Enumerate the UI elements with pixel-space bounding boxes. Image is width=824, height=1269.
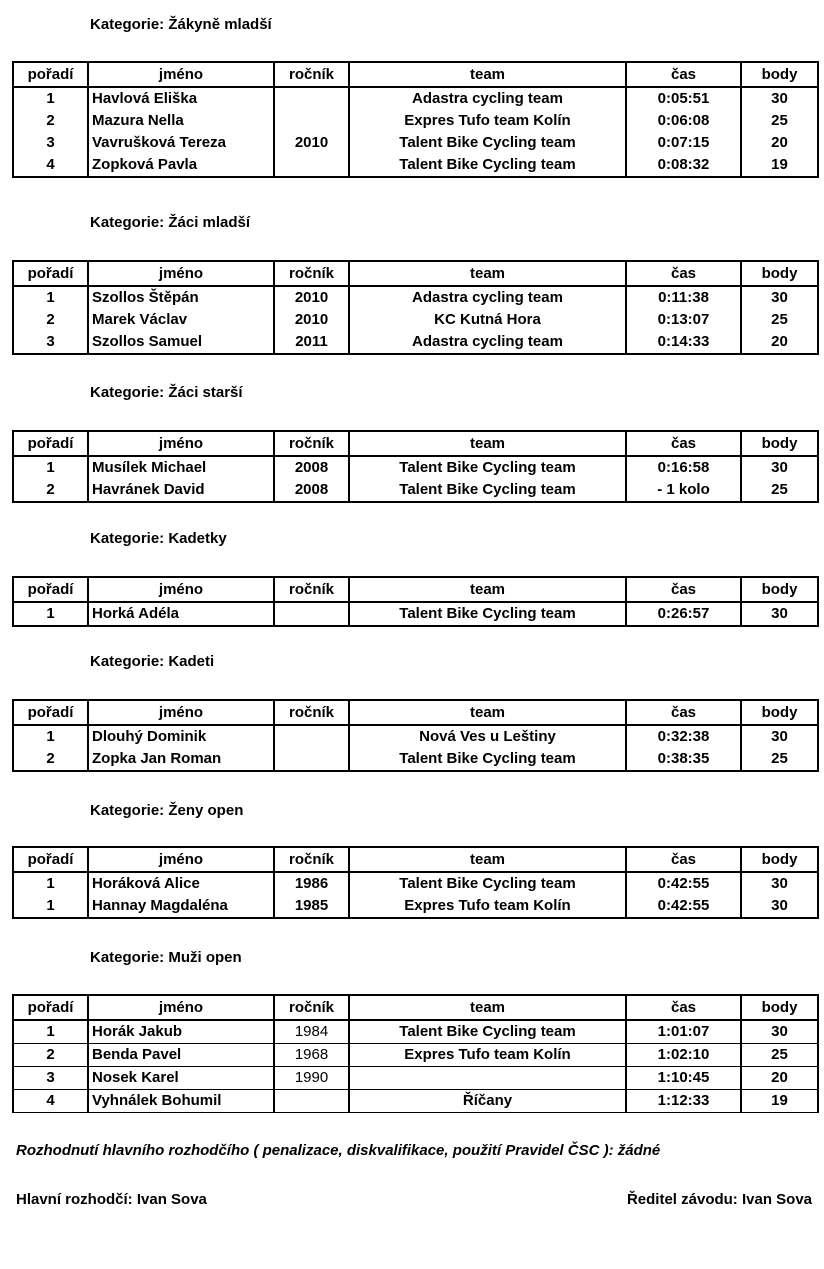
points-cell: 25 (741, 479, 818, 502)
points-cell: 30 (741, 1020, 818, 1044)
year-cell: 2008 (274, 456, 349, 479)
results-table (12, 846, 819, 919)
team-cell: KC Kutná Hora (349, 309, 626, 331)
column-header-team: team (349, 995, 626, 1020)
time-cell: 0:11:38 (626, 286, 741, 309)
results-table (12, 260, 819, 355)
results-table (12, 576, 819, 627)
rank-cell: 1 (13, 895, 88, 918)
points-cell: 30 (741, 602, 818, 626)
team-cell: Expres Tufo team Kolín (349, 1044, 626, 1067)
team-cell: Talent Bike Cycling team (349, 748, 626, 771)
name-cell: Havlová Eliška (88, 87, 274, 110)
time-cell: 0:42:55 (626, 895, 741, 918)
column-header-time: čas (626, 62, 741, 87)
column-header-name: jméno (88, 995, 274, 1020)
column-header-points: body (741, 700, 818, 725)
team-cell: Talent Bike Cycling team (349, 602, 626, 626)
table-header-row (13, 261, 818, 286)
column-header-team: team (349, 700, 626, 725)
time-cell: 0:16:58 (626, 456, 741, 479)
column-header-rank: pořadí (13, 261, 88, 286)
name-cell: Nosek Karel (88, 1067, 274, 1090)
table-row (13, 1044, 818, 1067)
points-cell: 30 (741, 895, 818, 918)
points-cell: 20 (741, 132, 818, 154)
table-header-row (13, 995, 818, 1020)
column-header-year: ročník (274, 700, 349, 725)
table-row (13, 1090, 818, 1113)
year-cell (274, 602, 349, 626)
race-director: Ředitel závodu: Ivan Sova (626, 1191, 812, 1208)
year-cell: 1985 (274, 895, 349, 918)
points-cell: 19 (741, 1090, 818, 1113)
category-title: Kategorie: Ženy open (90, 802, 244, 819)
time-cell: 0:08:32 (626, 154, 741, 177)
referee-decision: Rozhodnutí hlavního rozhodčího ( penalizace, diskvalifikace, použití Pravidel ČSC ): žádné (16, 1142, 661, 1159)
name-cell: Zopková Pavla (88, 154, 274, 177)
column-header-time: čas (626, 700, 741, 725)
time-cell: 0:38:35 (626, 748, 741, 771)
year-cell (274, 87, 349, 110)
table-row (13, 602, 818, 626)
table-row (13, 456, 818, 479)
team-cell: Adastra cycling team (349, 286, 626, 309)
points-cell: 30 (741, 87, 818, 110)
category-title: Kategorie: Žáci mladší (90, 214, 251, 231)
table-row (13, 87, 818, 110)
rank-cell: 1 (13, 725, 88, 748)
rank-cell: 4 (13, 154, 88, 177)
column-header-rank: pořadí (13, 431, 88, 456)
rank-cell: 1 (13, 1020, 88, 1044)
name-cell: Benda Pavel (88, 1044, 274, 1067)
column-header-year: ročník (274, 577, 349, 602)
column-header-time: čas (626, 995, 741, 1020)
column-header-name: jméno (88, 577, 274, 602)
results-table (12, 994, 819, 1113)
category-title: Kategorie: Kadeti (90, 653, 215, 670)
rank-cell: 2 (13, 309, 88, 331)
rank-cell: 1 (13, 286, 88, 309)
team-cell: Adastra cycling team (349, 331, 626, 354)
team-cell: Talent Bike Cycling team (349, 154, 626, 177)
table-header-row (13, 700, 818, 725)
column-header-points: body (741, 995, 818, 1020)
points-cell: 25 (741, 1044, 818, 1067)
table-row (13, 872, 818, 895)
time-cell: 0:14:33 (626, 331, 741, 354)
year-cell: 1990 (274, 1067, 349, 1090)
team-cell: Říčany (349, 1090, 626, 1113)
column-header-team: team (349, 261, 626, 286)
column-header-rank: pořadí (13, 62, 88, 87)
results-table (12, 430, 819, 503)
column-header-team: team (349, 847, 626, 872)
time-cell: 0:32:38 (626, 725, 741, 748)
year-cell: 2008 (274, 479, 349, 502)
column-header-rank: pořadí (13, 577, 88, 602)
name-cell: Hannay Magdaléna (88, 895, 274, 918)
rank-cell: 3 (13, 331, 88, 354)
table-row (13, 309, 818, 331)
column-header-rank: pořadí (13, 847, 88, 872)
time-cell: 0:07:15 (626, 132, 741, 154)
name-cell: Mazura Nella (88, 110, 274, 132)
points-cell: 25 (741, 110, 818, 132)
column-header-year: ročník (274, 995, 349, 1020)
name-cell: Havránek David (88, 479, 274, 502)
results-table (12, 699, 819, 772)
time-cell: 0:26:57 (626, 602, 741, 626)
points-cell: 25 (741, 309, 818, 331)
name-cell: Horák Jakub (88, 1020, 274, 1044)
time-cell: 1:02:10 (626, 1044, 741, 1067)
team-cell: Talent Bike Cycling team (349, 132, 626, 154)
name-cell: Szollos Samuel (88, 331, 274, 354)
category-title: Kategorie: Žáci starší (90, 384, 243, 401)
rank-cell: 2 (13, 1044, 88, 1067)
time-cell: 0:13:07 (626, 309, 741, 331)
name-cell: Dlouhý Dominik (88, 725, 274, 748)
points-cell: 19 (741, 154, 818, 177)
rank-cell: 1 (13, 456, 88, 479)
year-cell: 1984 (274, 1020, 349, 1044)
column-header-name: jméno (88, 431, 274, 456)
year-cell (274, 1090, 349, 1113)
time-cell: - 1 kolo (626, 479, 741, 502)
table-row (13, 1067, 818, 1090)
name-cell: Marek Václav (88, 309, 274, 331)
column-header-points: body (741, 261, 818, 286)
column-header-name: jméno (88, 700, 274, 725)
name-cell: Horáková Alice (88, 872, 274, 895)
team-cell: Talent Bike Cycling team (349, 479, 626, 502)
column-header-team: team (349, 577, 626, 602)
points-cell: 30 (741, 872, 818, 895)
team-cell: Adastra cycling team (349, 87, 626, 110)
category-title: Kategorie: Muži open (90, 949, 242, 966)
table-row (13, 132, 818, 154)
table-header-row (13, 577, 818, 602)
team-cell: Nová Ves u Leštiny (349, 725, 626, 748)
year-cell: 2010 (274, 286, 349, 309)
year-cell: 2010 (274, 132, 349, 154)
year-cell (274, 725, 349, 748)
table-row (13, 286, 818, 309)
table-row (13, 1020, 818, 1044)
chief-referee: Hlavní rozhodčí: Ivan Sova (16, 1191, 207, 1208)
table-row (13, 479, 818, 502)
year-cell (274, 110, 349, 132)
year-cell: 2010 (274, 309, 349, 331)
column-header-year: ročník (274, 847, 349, 872)
table-row (13, 331, 818, 354)
table-row (13, 748, 818, 771)
table-header-row (13, 62, 818, 87)
year-cell (274, 748, 349, 771)
table-row (13, 110, 818, 132)
column-header-points: body (741, 577, 818, 602)
rank-cell: 3 (13, 1067, 88, 1090)
time-cell: 0:06:08 (626, 110, 741, 132)
name-cell: Vyhnálek Bohumil (88, 1090, 274, 1113)
rank-cell: 1 (13, 872, 88, 895)
column-header-rank: pořadí (13, 995, 88, 1020)
name-cell: Zopka Jan Roman (88, 748, 274, 771)
rank-cell: 1 (13, 602, 88, 626)
rank-cell: 2 (13, 748, 88, 771)
results-table (12, 61, 819, 178)
column-header-year: ročník (274, 62, 349, 87)
table-row (13, 154, 818, 177)
column-header-name: jméno (88, 847, 274, 872)
team-cell: Talent Bike Cycling team (349, 456, 626, 479)
column-header-time: čas (626, 431, 741, 456)
points-cell: 25 (741, 748, 818, 771)
column-header-team: team (349, 62, 626, 87)
year-cell (274, 154, 349, 177)
time-cell: 0:42:55 (626, 872, 741, 895)
points-cell: 20 (741, 331, 818, 354)
column-header-team: team (349, 431, 626, 456)
points-cell: 30 (741, 725, 818, 748)
category-title: Kategorie: Kadetky (90, 530, 227, 547)
time-cell: 1:10:45 (626, 1067, 741, 1090)
column-header-points: body (741, 431, 818, 456)
name-cell: Musílek Michael (88, 456, 274, 479)
column-header-name: jméno (88, 62, 274, 87)
column-header-points: body (741, 62, 818, 87)
column-header-points: body (741, 847, 818, 872)
team-cell: Talent Bike Cycling team (349, 1020, 626, 1044)
column-header-time: čas (626, 577, 741, 602)
name-cell: Horká Adéla (88, 602, 274, 626)
table-row (13, 725, 818, 748)
year-cell: 2011 (274, 331, 349, 354)
team-cell: Talent Bike Cycling team (349, 872, 626, 895)
team-cell: Expres Tufo team Kolín (349, 110, 626, 132)
points-cell: 20 (741, 1067, 818, 1090)
points-cell: 30 (741, 286, 818, 309)
team-cell: Expres Tufo team Kolín (349, 895, 626, 918)
column-header-year: ročník (274, 261, 349, 286)
rank-cell: 1 (13, 87, 88, 110)
year-cell: 1968 (274, 1044, 349, 1067)
category-title: Kategorie: Žákyně mladší (90, 16, 272, 33)
rank-cell: 4 (13, 1090, 88, 1113)
table-header-row (13, 431, 818, 456)
time-cell: 1:12:33 (626, 1090, 741, 1113)
name-cell: Szollos Štěpán (88, 286, 274, 309)
team-cell (349, 1067, 626, 1090)
table-row (13, 895, 818, 918)
rank-cell: 2 (13, 479, 88, 502)
rank-cell: 2 (13, 110, 88, 132)
name-cell: Vavrušková Tereza (88, 132, 274, 154)
column-header-year: ročník (274, 431, 349, 456)
column-header-rank: pořadí (13, 700, 88, 725)
rank-cell: 3 (13, 132, 88, 154)
column-header-name: jméno (88, 261, 274, 286)
column-header-time: čas (626, 847, 741, 872)
year-cell: 1986 (274, 872, 349, 895)
time-cell: 1:01:07 (626, 1020, 741, 1044)
table-header-row (13, 847, 818, 872)
time-cell: 0:05:51 (626, 87, 741, 110)
column-header-time: čas (626, 261, 741, 286)
points-cell: 30 (741, 456, 818, 479)
